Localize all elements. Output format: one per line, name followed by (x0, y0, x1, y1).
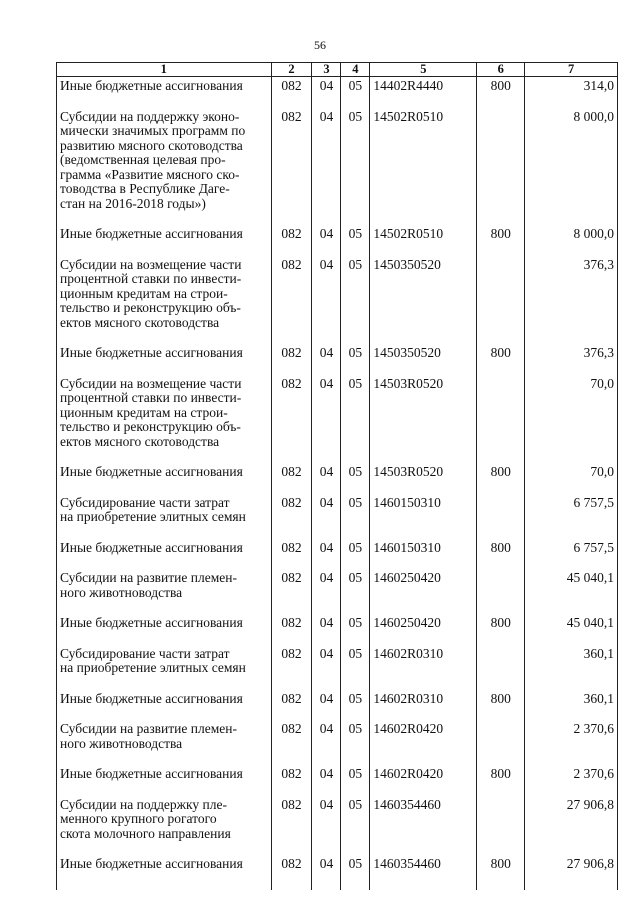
table-row (57, 567, 618, 612)
row-rz-cell: 04 (312, 688, 341, 719)
row-pr-cell: 05 (341, 853, 370, 890)
row-name-cell: Субсидии на поддержку эконо- мически значимых программ по развитию мясного скотоводства (ведомственная целевая про- грамма «Развитие мясного ско- товодства в Республике Даге- стан на 2016-2018 годы») (57, 106, 272, 224)
row-pr-cell: 05 (341, 373, 370, 462)
row-name-cell: Субсидии на развитие племен- ного животноводства (57, 567, 272, 612)
row-rz-cell: 04 (312, 77, 341, 106)
row-gr-cell: 082 (271, 106, 312, 224)
table-row (57, 853, 618, 890)
row-csr-cell: 1460250420 (370, 612, 477, 643)
column-header: 4 (341, 63, 370, 77)
row-rz-cell: 04 (312, 223, 341, 254)
row-gr-cell: 082 (271, 254, 312, 343)
table-row (57, 461, 618, 492)
column-header: 7 (525, 63, 618, 77)
row-csr-cell: 1450350520 (370, 254, 477, 343)
row-vr-cell: 800 (477, 537, 525, 568)
row-vr-cell: 800 (477, 461, 525, 492)
row-name-cell: Субсидирование части затрат на приобретение элитных семян (57, 492, 272, 537)
row-pr-cell: 05 (341, 461, 370, 492)
row-csr-cell: 1460250420 (370, 567, 477, 612)
row-csr-cell: 14602R0420 (370, 763, 477, 794)
row-gr-cell: 082 (271, 853, 312, 890)
row-pr-cell: 05 (341, 763, 370, 794)
row-csr-cell: 1460354460 (370, 794, 477, 854)
row-name-cell: Иные бюджетные ассигнования (57, 688, 272, 719)
row-gr-cell: 082 (271, 567, 312, 612)
row-sum-cell: 2 370,6 (525, 763, 618, 794)
row-pr-cell: 05 (341, 718, 370, 763)
row-name-cell: Субсидии на развитие племен- ного животноводства (57, 718, 272, 763)
row-name-cell: Субсидии на возмещение части процентной ставки по инвести- ционным кредитам на строи- тельство и реконструкцию объ- ектов мясного скотоводства (57, 373, 272, 462)
row-rz-cell: 04 (312, 718, 341, 763)
table-row (57, 537, 618, 568)
row-name-cell: Субсидии на возмещение части процентной ставки по инвести- ционным кредитам на строи- тельство и реконструкцию объ- ектов мясного скотоводства (57, 254, 272, 343)
row-sum-cell: 376,3 (525, 254, 618, 343)
row-gr-cell: 082 (271, 612, 312, 643)
row-sum-cell: 376,3 (525, 342, 618, 373)
row-rz-cell: 04 (312, 537, 341, 568)
column-header: 5 (370, 63, 477, 77)
row-csr-cell: 14402R4440 (370, 77, 477, 106)
row-gr-cell: 082 (271, 342, 312, 373)
row-csr-cell: 14502R0510 (370, 106, 477, 224)
row-vr-cell: 800 (477, 612, 525, 643)
row-sum-cell: 70,0 (525, 461, 618, 492)
row-vr-cell (477, 373, 525, 462)
table-row (57, 643, 618, 688)
row-vr-cell: 800 (477, 223, 525, 254)
row-name-cell: Иные бюджетные ассигнования (57, 763, 272, 794)
row-name-cell: Субсидирование части затрат на приобретение элитных семян (57, 643, 272, 688)
row-rz-cell: 04 (312, 643, 341, 688)
row-sum-cell: 8 000,0 (525, 106, 618, 224)
row-csr-cell: 1460150310 (370, 492, 477, 537)
table-row (57, 373, 618, 462)
row-csr-cell: 1460150310 (370, 537, 477, 568)
table-row (57, 342, 618, 373)
row-csr-cell: 14503R0520 (370, 373, 477, 462)
row-pr-cell: 05 (341, 794, 370, 854)
row-rz-cell: 04 (312, 342, 341, 373)
row-sum-cell: 6 757,5 (525, 537, 618, 568)
row-pr-cell: 05 (341, 643, 370, 688)
row-csr-cell: 14502R0510 (370, 223, 477, 254)
row-sum-cell: 8 000,0 (525, 223, 618, 254)
column-header: 3 (312, 63, 341, 77)
row-pr-cell: 05 (341, 254, 370, 343)
row-vr-cell (477, 106, 525, 224)
row-pr-cell: 05 (341, 342, 370, 373)
row-gr-cell: 082 (271, 461, 312, 492)
row-gr-cell: 082 (271, 718, 312, 763)
row-gr-cell: 082 (271, 763, 312, 794)
row-sum-cell: 27 906,8 (525, 853, 618, 890)
row-pr-cell: 05 (341, 492, 370, 537)
row-rz-cell: 04 (312, 373, 341, 462)
table-row (57, 223, 618, 254)
row-vr-cell: 800 (477, 77, 525, 106)
row-pr-cell: 05 (341, 537, 370, 568)
table-row (57, 77, 618, 106)
row-gr-cell: 082 (271, 643, 312, 688)
row-pr-cell: 05 (341, 106, 370, 224)
row-pr-cell: 05 (341, 612, 370, 643)
row-gr-cell: 082 (271, 688, 312, 719)
row-rz-cell: 04 (312, 254, 341, 343)
row-gr-cell: 082 (271, 537, 312, 568)
row-sum-cell: 45 040,1 (525, 612, 618, 643)
row-gr-cell: 082 (271, 794, 312, 854)
column-header: 1 (57, 63, 272, 77)
row-rz-cell: 04 (312, 567, 341, 612)
table-header-row (57, 63, 618, 77)
row-csr-cell: 14503R0520 (370, 461, 477, 492)
table-row (57, 794, 618, 854)
row-rz-cell: 04 (312, 106, 341, 224)
row-pr-cell: 05 (341, 223, 370, 254)
row-gr-cell: 082 (271, 77, 312, 106)
table-row (57, 254, 618, 343)
row-csr-cell: 14602R0420 (370, 718, 477, 763)
row-gr-cell: 082 (271, 223, 312, 254)
row-csr-cell: 14602R0310 (370, 643, 477, 688)
row-name-cell: Иные бюджетные ассигнования (57, 77, 272, 106)
row-sum-cell: 314,0 (525, 77, 618, 106)
row-pr-cell: 05 (341, 77, 370, 106)
table-row (57, 763, 618, 794)
row-rz-cell: 04 (312, 763, 341, 794)
row-pr-cell: 05 (341, 688, 370, 719)
row-name-cell: Иные бюджетные ассигнования (57, 461, 272, 492)
row-csr-cell: 14602R0310 (370, 688, 477, 719)
row-sum-cell: 360,1 (525, 643, 618, 688)
table-row (57, 688, 618, 719)
table-row (57, 492, 618, 537)
row-csr-cell: 1460354460 (370, 853, 477, 890)
row-vr-cell (477, 492, 525, 537)
row-csr-cell: 1450350520 (370, 342, 477, 373)
table-row (57, 106, 618, 224)
row-vr-cell (477, 718, 525, 763)
row-gr-cell: 082 (271, 373, 312, 462)
row-vr-cell (477, 254, 525, 343)
row-rz-cell: 04 (312, 492, 341, 537)
row-sum-cell: 45 040,1 (525, 567, 618, 612)
row-rz-cell: 04 (312, 853, 341, 890)
row-vr-cell (477, 794, 525, 854)
row-rz-cell: 04 (312, 794, 341, 854)
column-header: 2 (271, 63, 312, 77)
table-row (57, 612, 618, 643)
row-sum-cell: 27 906,8 (525, 794, 618, 854)
page-number: 56 (314, 38, 326, 52)
row-vr-cell: 800 (477, 342, 525, 373)
row-name-cell: Иные бюджетные ассигнования (57, 853, 272, 890)
row-name-cell: Иные бюджетные ассигнования (57, 612, 272, 643)
row-sum-cell: 6 757,5 (525, 492, 618, 537)
row-vr-cell (477, 643, 525, 688)
row-name-cell: Иные бюджетные ассигнования (57, 537, 272, 568)
row-rz-cell: 04 (312, 461, 341, 492)
row-name-cell: Иные бюджетные ассигнования (57, 342, 272, 373)
row-sum-cell: 70,0 (525, 373, 618, 462)
row-vr-cell: 800 (477, 763, 525, 794)
table-row (57, 718, 618, 763)
row-sum-cell: 2 370,6 (525, 718, 618, 763)
row-vr-cell: 800 (477, 688, 525, 719)
budget-table (56, 62, 618, 890)
row-rz-cell: 04 (312, 612, 341, 643)
row-name-cell: Иные бюджетные ассигнования (57, 223, 272, 254)
row-vr-cell: 800 (477, 853, 525, 890)
row-pr-cell: 05 (341, 567, 370, 612)
column-header: 6 (477, 63, 525, 77)
row-gr-cell: 082 (271, 492, 312, 537)
row-name-cell: Субсидии на поддержку пле- менного крупного рогатого скота молочного направления (57, 794, 272, 854)
row-sum-cell: 360,1 (525, 688, 618, 719)
row-vr-cell (477, 567, 525, 612)
